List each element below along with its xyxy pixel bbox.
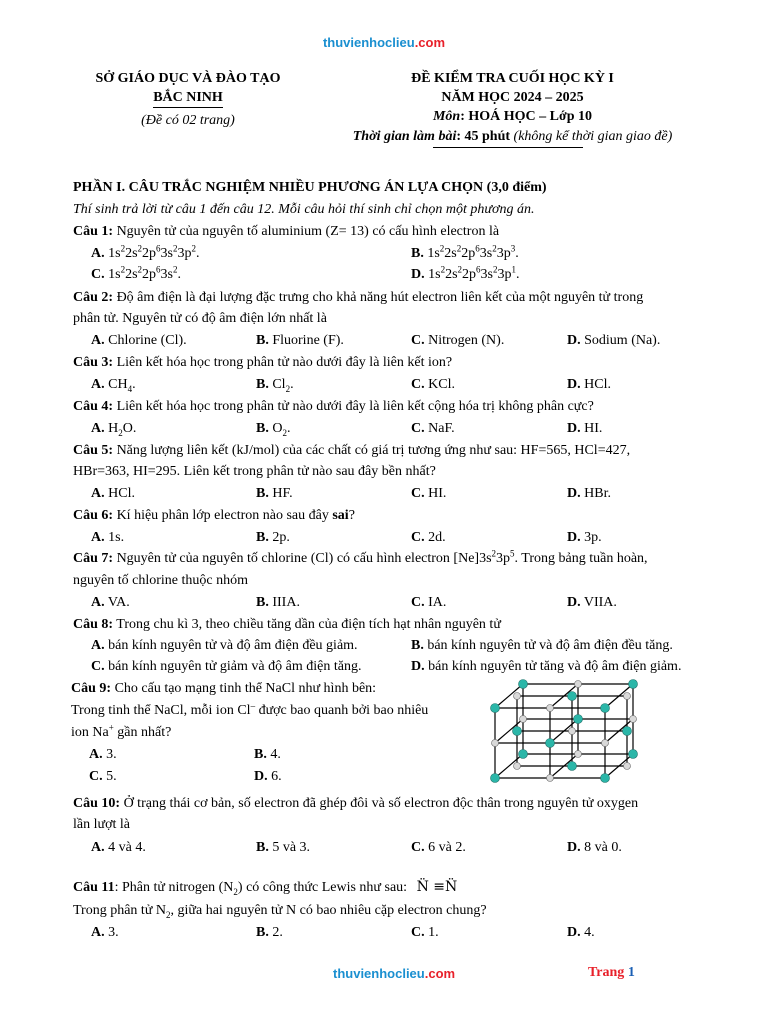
q2-option-b[interactable]: B. Fluorine (F). [256, 333, 344, 348]
q3-option-c[interactable]: C. KCl. [411, 377, 455, 392]
q3-option-b[interactable]: B. $Cl_2$. [256, 377, 294, 394]
department-name: SỞ GIÁO DỤC VÀ ĐÀO TẠO [95, 71, 281, 86]
question-10-cont: lần lượt là [73, 817, 130, 832]
q11-option-b[interactable]: B. 2. [256, 925, 283, 940]
lewis-formula-n2: N̈ ≡N̈ [416, 879, 458, 895]
nacl-lattice-figure [480, 678, 645, 790]
province-name: BẮC NINH [73, 88, 303, 108]
q5-option-b[interactable]: B. HF. [256, 486, 293, 501]
question-4: Câu 4: Liên kết hóa học trong phân tử nào dưới đây là liên kết cộng hóa trị không phân cực? [73, 399, 594, 414]
q7-option-c[interactable]: C. IA. [411, 595, 447, 610]
q10-option-b[interactable]: B. 5 và 3. [256, 840, 311, 855]
q5-option-d[interactable]: D. HBr. [567, 486, 611, 501]
q9-option-c[interactable]: C. 5. [89, 769, 117, 784]
question-6: Câu 6: Kí hiệu phân lớp electron nào sau đây sai? [73, 508, 355, 523]
q9-option-d[interactable]: D. 6. [254, 769, 282, 784]
q3-option-d[interactable]: D. HCl. [567, 377, 611, 392]
question-11: Câu 11: Phân tử nitrogen $(N_2)$ có công thức Lewis như sau: N̈ ≡N̈ [73, 879, 458, 897]
q11-option-a[interactable]: A. 3. [91, 925, 119, 940]
question-5: Câu 5: Năng lượng liên kết (kJ/mol) của các chất có giá trị tương ứng như sau: HF=565, HCl=427, [73, 443, 631, 458]
q8-option-b[interactable]: B. bán kính nguyên tử và độ âm điện đều tăng. [411, 638, 673, 653]
section-instruction: Thí sinh trả lời từ câu 1 đến câu 12. Mỗi câu hỏi thí sinh chỉ chọn một phương án. [73, 202, 535, 217]
question-3: Câu 3: Liên kết hóa học trong phân tử nào dưới đây là liên kết ion? [73, 355, 453, 370]
q2-option-d[interactable]: D. Sodium (Na). [567, 333, 661, 348]
question-9: Câu 9: Cho cấu tạo mạng tinh thể NaCl như hình bên: [71, 681, 377, 696]
q10-option-d[interactable]: D. 8 và 0. [567, 840, 622, 855]
subject: Môn: HOÁ HỌC – Lớp 10 [432, 109, 593, 124]
question-7: Câu 7: Nguyên tử của nguyên tố chlorine (Cl) có cấu hình electron $[Ne]3s^23p^5$. Trong bảng tuần hoàn, [73, 548, 648, 566]
question-2-cont: phân tử. Nguyên tử có độ âm điện lớn nhất là [73, 311, 327, 326]
q6-option-b[interactable]: B. 2p. [256, 530, 290, 545]
q2-option-c[interactable]: C. Nitrogen (N). [411, 333, 505, 348]
question-5-cont: HBr=363, HI=295. Liên kết trong phân tử nào sau đây bền nhất? [73, 464, 436, 479]
q7-option-b[interactable]: B. IIIA. [256, 595, 300, 610]
exam-duration: Thời gian làm bài: 45 phút (không kể thời gian giao đề) [352, 129, 673, 144]
question-9-cont-2: ion Na+ gần nhất? [71, 722, 172, 740]
q7-option-a[interactable]: A. VA. [91, 595, 130, 610]
q2-option-a[interactable]: A. Chlorine (Cl). [91, 333, 187, 348]
header-underline [433, 147, 583, 148]
question-7-cont: nguyên tố chlorine thuộc nhóm [73, 573, 248, 588]
q9-option-b[interactable]: B. 4. [254, 747, 281, 762]
site-watermark-top: thuvienhoclieu.com [322, 35, 446, 50]
q8-option-d[interactable]: D. bán kính nguyên tử tăng và độ âm điện giảm. [411, 659, 682, 674]
q6-option-c[interactable]: C. 2d. [411, 530, 446, 545]
q7-option-d[interactable]: D. VIIA. [567, 595, 617, 610]
q8-option-a[interactable]: A. bán kính nguyên tử và độ âm điện đều giảm. [91, 638, 358, 653]
question-8: Câu 8: Trong chu kì 3, theo chiều tăng dần của điện tích hạt nhân nguyên tử [73, 617, 501, 632]
q10-option-a[interactable]: A. 4 và 4. [91, 840, 146, 855]
question-10: Câu 10: Ở trạng thái cơ bản, số electron đã ghép đôi và số electron độc thân trong nguyên tử oxygen [73, 796, 639, 811]
q11-option-c[interactable]: C. 1. [411, 925, 439, 940]
q5-option-a[interactable]: A. HCl. [91, 486, 135, 501]
q1-option-a[interactable]: A. $1s^22s^22p^63s^23p^2$. [91, 243, 200, 261]
q11-option-d[interactable]: D. 4. [567, 925, 595, 940]
q1-option-c[interactable]: C. $1s^22s^22p^63s^2$. [91, 264, 181, 282]
header-left [73, 69, 303, 130]
q4-option-d[interactable]: D. HI. [567, 421, 603, 436]
q4-option-a[interactable]: A. $H_2O$. [91, 421, 137, 438]
q4-option-c[interactable]: C. NaF. [411, 421, 455, 436]
q5-option-c[interactable]: C. HI. [411, 486, 447, 501]
school-year: NĂM HỌC 2024 – 2025 [441, 90, 584, 105]
header-right [320, 69, 705, 146]
page-number: Trang 1 [588, 965, 635, 980]
exam-title: ĐỀ KIỂM TRA CUỐI HỌC KỲ I [411, 71, 614, 86]
q1-option-d[interactable]: D. $1s^22s^22p^63s^23p^1$. [411, 264, 520, 282]
q10-option-c[interactable]: C. 6 và 2. [411, 840, 466, 855]
question-9-cont-1: Trong tinh thể NaCl, mỗi ion Cl– được bao quanh bởi bao nhiêu [71, 700, 429, 718]
q9-option-a[interactable]: A. 3. [89, 747, 117, 762]
q6-option-d[interactable]: D. 3p. [567, 530, 602, 545]
question-1: Câu 1: Nguyên tử của nguyên tố aluminium (Z= 13) có cấu hình electron là [73, 224, 500, 239]
q1-option-b[interactable]: B. $1s^22s^22p^63s^23p^3$. [411, 243, 519, 261]
question-2: Câu 2: Độ âm điện là đại lượng đặc trưng cho khả năng hút electron liên kết của một nguyên tử trong [73, 290, 644, 305]
section-title: PHẦN I. CÂU TRẮC NGHIỆM NHIỀU PHƯƠNG ÁN LỰA CHỌN (3,0 điểm) [73, 180, 547, 195]
site-watermark-bottom: thuvienhoclieu.com [333, 966, 456, 981]
q8-option-c[interactable]: C. bán kính nguyên tử giảm và độ âm điện tăng. [91, 659, 362, 674]
q3-option-a[interactable]: A. $CH_4$. [91, 377, 136, 394]
question-11-cont: Trong phân tử $N_2$, giữa hai nguyên tử N có bao nhiêu cặp electron chung? [73, 903, 487, 920]
q6-option-a[interactable]: A. 1s. [91, 530, 125, 545]
q4-option-b[interactable]: B. $O_2$. [256, 421, 291, 438]
page-count-note: (Đề có 02 trang) [141, 113, 235, 128]
